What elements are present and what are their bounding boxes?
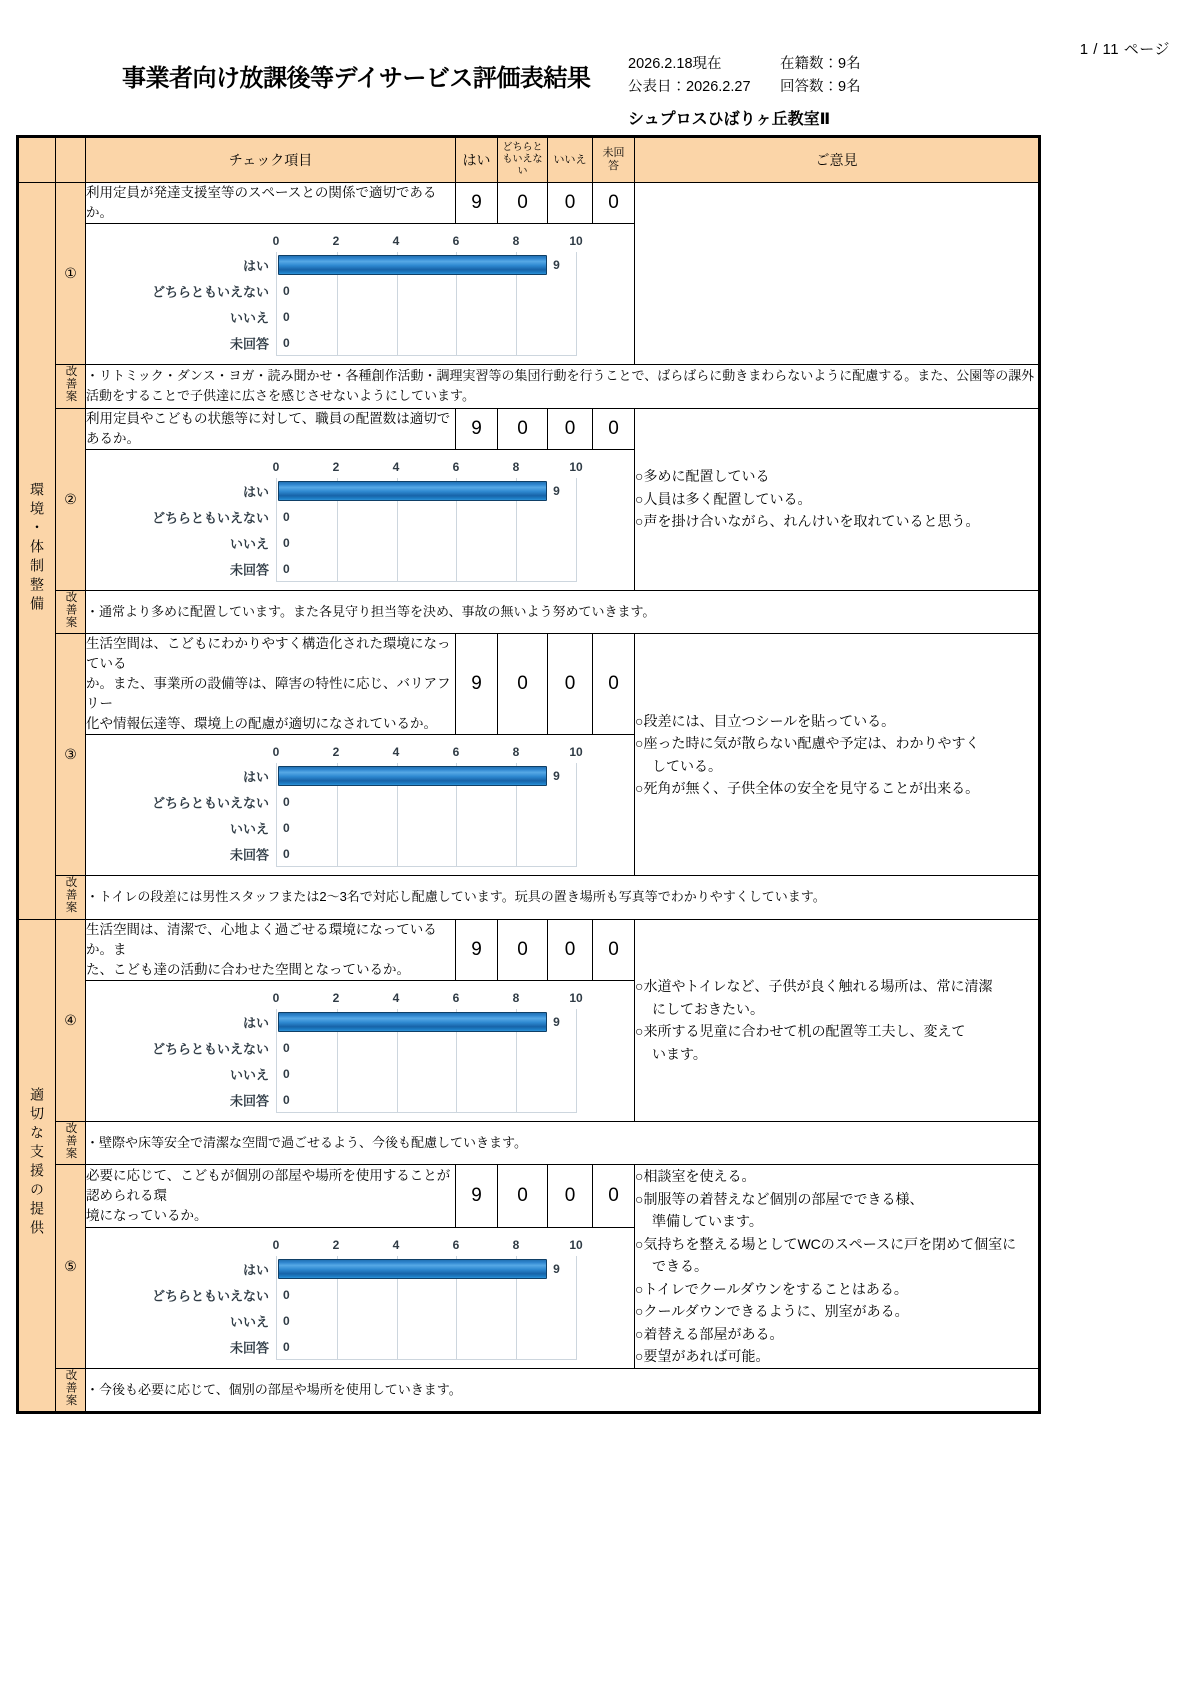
- evaluation-table: [16, 135, 1041, 1414]
- enrolled-count: 在籍数：9名: [780, 56, 861, 72]
- chart-category-label: どちらともいえない: [151, 510, 269, 525]
- chart-gridline: [576, 252, 577, 356]
- chart-plot-area: [151, 763, 576, 867]
- chart-bar-row: [229, 530, 576, 556]
- response-bar-chart: [86, 224, 634, 364]
- chart-gridline: [576, 478, 577, 582]
- opinion-cell: [635, 1165, 1040, 1369]
- chart-bar-row: [242, 1009, 576, 1035]
- chart-plot-area: [151, 252, 576, 356]
- count-yes: 9: [456, 919, 498, 980]
- question-text: [86, 919, 456, 980]
- comment-line: ○水道やトイレなど、子供が良く触れる場所は、常に清潔: [635, 978, 993, 994]
- comment-line: ○段差には、目立つシールを貼っている。: [635, 712, 896, 729]
- question-text: [86, 634, 456, 735]
- comment-line: ○要望があれば可能。: [635, 1348, 770, 1364]
- question-row: [18, 408, 1040, 449]
- chart-cell: [86, 980, 635, 1121]
- axis-tick: 2: [332, 234, 340, 248]
- chart-x-axis: [272, 990, 583, 1007]
- chart-category-label: どちらともいえない: [151, 284, 269, 300]
- chart-bar-row: [151, 1035, 576, 1061]
- opinion-cell: [635, 183, 1040, 365]
- chart-bar-value: 0: [283, 561, 290, 576]
- comment-line: ○声を掛け合いながら、れんけいを取れていると思う。: [635, 513, 980, 530]
- chart-cell: [86, 735, 635, 876]
- count-noanswer: 0: [593, 634, 635, 735]
- axis-tick: 8: [512, 459, 520, 474]
- question-text-line: 境になっているか。: [86, 1207, 208, 1223]
- chart-cell: [86, 1227, 635, 1368]
- axis-tick: 4: [392, 459, 400, 474]
- question-row: [18, 634, 1040, 735]
- axis-tick: 4: [392, 745, 400, 759]
- axis-tick: 10: [569, 234, 583, 248]
- count-no: 0: [548, 634, 593, 735]
- axis-tick: 10: [569, 1237, 583, 1252]
- chart-bar-row: [229, 1087, 576, 1113]
- axis-tick: 8: [512, 745, 520, 759]
- table-body: [18, 183, 1040, 1413]
- chart-bar-row: [229, 841, 576, 867]
- improvement-text: ・壁際や床等安全で清潔な空間で過ごせるよう、今後も配慮していきます。: [86, 1121, 1040, 1165]
- improvement-text: ・リトミック・ダンス・ヨガ・読み聞かせ・各種創作活動・調理実習等の集団行動を行うことで、ばらばらに動きまわらないように配慮する。また、公園等の課外活動をすることで子供達に広さを感じさせないようにしています。: [86, 365, 1040, 409]
- publish-date: 公表日：2026.2.27: [628, 79, 751, 95]
- chart-category-label: 未回答: [229, 847, 269, 863]
- header-noanswer: [593, 137, 635, 183]
- chart-bar: [278, 255, 547, 275]
- header-check-item: チェック項目: [86, 137, 456, 183]
- chart-category-label: どちらともいえない: [151, 795, 269, 811]
- comment-line: ○クールダウンできるように、別室がある。: [635, 1303, 909, 1319]
- count-no: 0: [548, 408, 593, 449]
- chart-plot-area: [151, 1256, 576, 1360]
- question-text-line: 生活空間は、こどもにわかりやすく構造化された環境になっている: [86, 636, 451, 671]
- axis-tick: 2: [332, 459, 340, 474]
- question-text-line: 生活空間は、清潔で、心地よく過ごせる環境になっているか。ま: [86, 921, 437, 957]
- opinion-cell: [635, 919, 1040, 1121]
- chart-bar-value: 0: [283, 310, 290, 324]
- chart-bar-row: [229, 304, 576, 330]
- chart-bar-value: 9: [553, 1261, 560, 1276]
- category-cell: [18, 183, 56, 920]
- improvement-label: 改善案: [64, 365, 77, 403]
- axis-tick: 0: [272, 745, 280, 759]
- chart-bar-value: 0: [283, 1339, 290, 1354]
- question-number: ①: [56, 183, 86, 365]
- chart-bar-row: [229, 1061, 576, 1087]
- chart-bar-value: 0: [283, 795, 290, 809]
- axis-tick: 4: [392, 234, 400, 248]
- comment-line: います。: [652, 1045, 707, 1062]
- category-label: 適切な支援の提供: [29, 1086, 45, 1239]
- question-text-line: た、こども達の活動に合わせた空間となっているか。: [86, 961, 410, 977]
- count-neither: 0: [498, 183, 548, 224]
- chart-category-label: いいえ: [229, 310, 269, 326]
- chart-bar: [278, 481, 547, 501]
- chart-category-label: はい: [242, 1262, 269, 1277]
- question-text-line: 化や情報伝達等、環境上の配慮が適切になされているか。: [86, 716, 437, 731]
- document-header: [0, 48, 1200, 128]
- improvement-row: [18, 365, 1040, 409]
- question-row: [18, 183, 1040, 224]
- chart-baseline: [277, 866, 576, 867]
- chart-category-label: 未回答: [229, 562, 269, 577]
- facility-name: シュプロスひばりヶ丘教室Ⅱ: [628, 111, 831, 128]
- comment-line: ○着替える部屋がある。: [635, 1325, 784, 1342]
- chart-category-label: 未回答: [229, 336, 269, 352]
- axis-tick: 8: [512, 1237, 520, 1252]
- chart-category-label: 未回答: [229, 1340, 269, 1355]
- axis-tick: 6: [452, 745, 460, 759]
- header-no: いいえ: [548, 137, 593, 183]
- improvement-label: 改善案: [64, 1121, 77, 1159]
- chart-category-label: 未回答: [229, 1093, 269, 1108]
- chart-category-label: はい: [242, 769, 269, 785]
- chart-bar-value: 0: [283, 336, 290, 350]
- chart-plot-area: [151, 1009, 576, 1113]
- improvement-row: [18, 1121, 1040, 1165]
- comment-line: している。: [652, 757, 722, 774]
- chart-category-label: いいえ: [229, 821, 269, 837]
- improvement-label: 改善案: [64, 1368, 77, 1406]
- response-bar-chart: [86, 735, 634, 875]
- chart-bar-value: 0: [283, 535, 290, 550]
- chart-category-label: はい: [242, 1015, 269, 1030]
- response-bar-chart: [86, 450, 634, 590]
- chart-baseline: [277, 1112, 576, 1113]
- chart-bar-value: 0: [283, 1287, 290, 1302]
- chart-category-label: はい: [242, 484, 269, 499]
- axis-tick: 6: [452, 459, 460, 474]
- chart-cell: [86, 224, 635, 365]
- chart-bar-value: 0: [283, 847, 290, 861]
- header-noanswer-l2: 答: [608, 160, 619, 172]
- response-bar-chart: [86, 1228, 634, 1368]
- axis-tick: 4: [392, 990, 400, 1005]
- axis-tick: 2: [332, 745, 340, 759]
- axis-tick: 10: [569, 459, 583, 474]
- chart-gridline: [576, 1256, 577, 1360]
- improvement-text: ・トイレの段差には男性スタッフまたは2～3名で対応し配慮しています。玩具の置き場所も写真等でわかりやすくしています。: [86, 876, 1040, 920]
- chart-category-label: いいえ: [229, 536, 269, 551]
- count-no: 0: [548, 1165, 593, 1228]
- comment-line: できる。: [652, 1258, 708, 1274]
- chart-bar-row: [151, 278, 576, 304]
- count-yes: 9: [456, 408, 498, 449]
- axis-tick: 8: [512, 234, 520, 248]
- chart-bar-row: [229, 815, 576, 841]
- improvement-label: 改善案: [64, 590, 77, 628]
- comment-line: にしておきたい。: [652, 1000, 764, 1017]
- chart-category-label: いいえ: [229, 1067, 269, 1082]
- comment-line: 準備しています。: [652, 1213, 763, 1229]
- chart-bar-row: [229, 1308, 576, 1334]
- chart-plot-area: [151, 478, 576, 582]
- chart-baseline: [277, 581, 576, 582]
- chart-category-label: どちらともいえない: [151, 1041, 269, 1056]
- question-number: ③: [56, 634, 86, 876]
- header-opinion: ご意見: [635, 137, 1040, 183]
- question-text: [86, 408, 456, 449]
- question-text-line: 利用定員が発達支援室等のスペースとの関係で適切であるか。: [86, 185, 437, 220]
- chart-baseline: [277, 355, 576, 356]
- header-neither-label: どちらともいえない: [502, 142, 543, 177]
- question-text-line: あるか。: [86, 430, 140, 446]
- improvement-label-cell: [56, 1368, 86, 1413]
- improvement-text: ・今後も必要に応じて、個別の部屋や場所を使用していきます。: [86, 1368, 1040, 1413]
- chart-bar-value: 0: [283, 1040, 290, 1055]
- header-number-spacer: [56, 137, 86, 183]
- question-text: [86, 183, 456, 224]
- chart-baseline: [277, 1359, 576, 1360]
- comment-line: ○死角が無く、子供全体の安全を見守ることが出来る。: [635, 780, 980, 796]
- question-text-line: か。また、事業所の設備等は、障害の特性に応じ、バリアフリー: [86, 676, 451, 711]
- improvement-row: [18, 1368, 1040, 1413]
- improvement-label-cell: [56, 876, 86, 920]
- count-neither: 0: [498, 919, 548, 980]
- axis-tick: 10: [569, 990, 583, 1005]
- header-yes: はい: [456, 137, 498, 183]
- axis-tick: 0: [272, 234, 280, 248]
- comment-line: ○相談室を使える。: [635, 1168, 756, 1184]
- header-category-spacer: [18, 137, 56, 183]
- count-no: 0: [548, 919, 593, 980]
- improvement-label-cell: [56, 590, 86, 634]
- chart-bar-row: [151, 1282, 576, 1308]
- question-number: ⑤: [56, 1165, 86, 1369]
- improvement-text: ・通常より多めに配置しています。また各見守り担当等を決め、事故の無いよう努めていきます。: [86, 590, 1040, 634]
- chart-bar-row: [151, 504, 576, 530]
- page-title: 事業者向け放課後等デイサービス評価表結果: [122, 65, 591, 92]
- category-cell: [18, 919, 56, 1413]
- category-label: 環境・体制整備: [29, 481, 45, 615]
- count-noanswer: 0: [593, 919, 635, 980]
- comment-line: ○人員は多く配置している。: [635, 490, 812, 507]
- count-noanswer: 0: [593, 408, 635, 449]
- chart-bar-row: [242, 252, 576, 278]
- comment-line: ○制服等の着替えなど個別の部屋でできる様、: [635, 1190, 924, 1207]
- page-number: 1 / 11 ページ: [1079, 41, 1170, 58]
- comment-line: ○トイレでクールダウンをすることはある。: [635, 1280, 908, 1297]
- header-neither: [498, 137, 548, 183]
- chart-bar-value: 0: [283, 509, 290, 524]
- improvement-row: [18, 590, 1040, 634]
- chart-category-label: はい: [242, 258, 269, 274]
- chart-bar-row: [242, 763, 576, 789]
- count-neither: 0: [498, 408, 548, 449]
- chart-x-axis: [272, 1237, 583, 1254]
- chart-bar-value: 0: [283, 1313, 290, 1328]
- axis-tick: 0: [272, 459, 280, 474]
- chart-gridline: [576, 763, 577, 867]
- question-text-line: 必要に応じて、こどもが個別の部屋や場所を使用することが認められる環: [86, 1167, 451, 1203]
- chart-bar-value: 0: [283, 284, 290, 298]
- question-number: ④: [56, 919, 86, 1121]
- improvement-label-cell: [56, 365, 86, 409]
- improvement-label: 改善案: [64, 876, 77, 914]
- axis-tick: 10: [569, 745, 583, 759]
- axis-tick: 6: [452, 1237, 460, 1252]
- response-count: 回答数：9名: [780, 79, 861, 95]
- chart-bar-value: 0: [283, 1092, 290, 1107]
- chart-x-axis: [272, 745, 583, 761]
- axis-tick: 2: [332, 990, 340, 1005]
- opinion-cell: [635, 634, 1040, 876]
- chart-x-axis: [272, 459, 583, 476]
- count-no: 0: [548, 183, 593, 224]
- report-meta: [628, 53, 861, 99]
- chart-x-axis: [272, 234, 583, 250]
- chart-bar-value: 9: [553, 258, 560, 272]
- axis-tick: 0: [272, 990, 280, 1005]
- question-number: ②: [56, 408, 86, 590]
- count-yes: 9: [456, 1165, 498, 1228]
- chart-bar-row: [242, 478, 576, 504]
- question-text-line: 利用定員やこどもの状態等に対して、職員の配置数は適切で: [86, 410, 451, 426]
- chart-bar: [278, 766, 547, 786]
- count-noanswer: 0: [593, 183, 635, 224]
- comment-line: ○気持ちを整える場としてWCのスペースに戸を閉めて個室に: [635, 1235, 1017, 1252]
- chart-bar-value: 9: [553, 1014, 560, 1029]
- chart-bar: [278, 1259, 547, 1279]
- question-row: [18, 919, 1040, 980]
- table-header-row: [18, 137, 1040, 183]
- count-yes: 9: [456, 634, 498, 735]
- improvement-label-cell: [56, 1121, 86, 1165]
- as-of-date: 2026.2.18現在: [628, 56, 722, 72]
- chart-bar-value: 9: [553, 483, 560, 498]
- opinion-cell: [635, 408, 1040, 590]
- count-neither: 0: [498, 1165, 548, 1228]
- axis-tick: 6: [452, 234, 460, 248]
- count-yes: 9: [456, 183, 498, 224]
- chart-bar: [278, 1012, 547, 1032]
- chart-bar-row: [151, 789, 576, 815]
- question-row: [18, 1165, 1040, 1228]
- chart-bar-value: 0: [283, 1066, 290, 1081]
- axis-tick: 0: [272, 1237, 280, 1252]
- chart-gridline: [576, 1009, 577, 1113]
- axis-tick: 4: [392, 1237, 400, 1252]
- chart-bar-row: [242, 1256, 576, 1282]
- improvement-row: [18, 876, 1040, 920]
- question-text: [86, 1165, 456, 1228]
- count-noanswer: 0: [593, 1165, 635, 1228]
- comment-line: ○多めに配置している: [635, 468, 770, 485]
- axis-tick: 6: [452, 990, 460, 1005]
- comment-line: ○座った時に気が散らない配慮や予定は、わかりやすく: [635, 735, 980, 751]
- chart-category-label: いいえ: [229, 1314, 269, 1329]
- chart-bar-value: 9: [553, 769, 560, 783]
- comment-line: ○来所する児童に合わせて机の配置等工夫し、変えて: [635, 1023, 966, 1039]
- chart-bar-row: [229, 1334, 576, 1360]
- chart-cell: [86, 449, 635, 590]
- count-neither: 0: [498, 634, 548, 735]
- chart-category-label: どちらともいえない: [151, 1288, 269, 1303]
- chart-bar-row: [229, 330, 576, 356]
- header-noanswer-l1: 未回: [602, 147, 625, 159]
- response-bar-chart: [86, 981, 634, 1121]
- axis-tick: 2: [332, 1237, 340, 1252]
- chart-bar-value: 0: [283, 821, 290, 835]
- chart-bar-row: [229, 556, 576, 582]
- axis-tick: 8: [512, 990, 520, 1005]
